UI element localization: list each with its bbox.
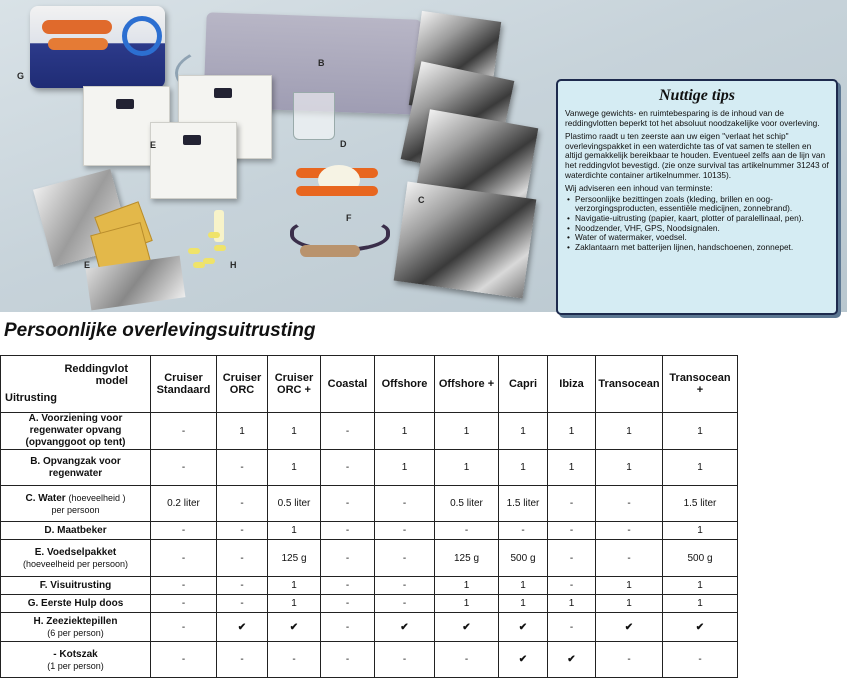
table-cell: - [151, 577, 217, 595]
row-label-note: (hoeveelheid ) [68, 493, 126, 503]
water-pouch [394, 181, 537, 298]
row-label [1, 450, 151, 486]
table-cell: 1 [268, 413, 321, 450]
column-header: Coastal [321, 356, 375, 413]
table-cell: 1 [499, 595, 548, 613]
check-icon: ✔ [217, 613, 268, 642]
seasickness-pill [214, 245, 226, 251]
corner-top-label: Reddingvlot model [64, 363, 128, 387]
table-cell: 1 [663, 522, 738, 540]
table-cell: 1.5 liter [663, 486, 738, 522]
food-box [150, 122, 237, 199]
table-cell: 1 [499, 577, 548, 595]
photo-label-b: B [318, 58, 325, 68]
table-row [1, 595, 738, 613]
measuring-beaker [293, 92, 335, 140]
section-title: Persoonlijke overlevingsuitrusting [4, 320, 316, 341]
table-cell: 1 [375, 413, 435, 450]
table-cell: 1 [435, 595, 499, 613]
table-cell: - [217, 522, 268, 540]
photo-label-d: D [340, 139, 347, 149]
tips-paragraph: Wij adviseren een inhoud van terminste: [565, 183, 713, 194]
tips-list-item: • Persoonlijke bezittingen zoals (kleding, brillen en oog-verzorgingsproducten, essentiële medicijnen, zonnebrand). [575, 195, 829, 214]
table-cell: 1 [435, 577, 499, 595]
table-cell: - [151, 642, 217, 678]
table-cell: - [548, 613, 596, 642]
photo-label-e: E [150, 140, 157, 150]
table-cell: - [435, 522, 499, 540]
scissors-icon [122, 16, 162, 56]
table-cell: 1 [268, 522, 321, 540]
plastimo-logo [183, 135, 201, 145]
column-header: Offshore [375, 356, 435, 413]
table-cell: 1 [663, 595, 738, 613]
table-cell: - [375, 486, 435, 522]
table-cell: 1 [268, 577, 321, 595]
row-label [1, 642, 151, 678]
tips-list-item: • Navigatie-uitrusting (papier, kaart, plotter of paralellinaal, pen). [575, 214, 829, 224]
row-label-text: B. Opvangzak voor regenwater [30, 455, 121, 479]
table-cell: 1.5 liter [499, 486, 548, 522]
column-header: Cruiser Standaard [151, 356, 217, 413]
column-header: Transocean [596, 356, 663, 413]
tips-list [565, 195, 829, 253]
tips-title: Nuttige tips [658, 87, 735, 104]
table-cell: 125 g [435, 540, 499, 577]
check-icon: ✔ [375, 613, 435, 642]
check-icon: ✔ [435, 613, 499, 642]
table-cell: - [151, 613, 217, 642]
check-icon: ✔ [596, 613, 663, 642]
table-cell: - [321, 522, 375, 540]
table-cell: 125 g [268, 540, 321, 577]
table-cell: - [596, 486, 663, 522]
table-cell: 1 [499, 450, 548, 486]
seasickness-pill [193, 262, 205, 268]
table-cell: 1 [499, 413, 548, 450]
table-row [1, 540, 738, 577]
row-label-note: (6 per person) [47, 628, 104, 638]
table-cell: 1 [663, 450, 738, 486]
table-cell: - [548, 577, 596, 595]
tips-box [556, 79, 838, 315]
seasickness-pill [188, 248, 200, 254]
row-label-note: (hoeveelheid per persoon) [22, 559, 129, 569]
row-label [1, 613, 151, 642]
table-cell: - [375, 540, 435, 577]
row-label-note: per persoon [51, 505, 100, 515]
table-row [1, 450, 738, 486]
first-aid-bag [30, 6, 165, 88]
table-corner-header [1, 356, 151, 413]
check-icon: ✔ [663, 613, 738, 642]
table-row [1, 642, 738, 678]
table-cell: - [217, 642, 268, 678]
table-cell: - [321, 642, 375, 678]
table-cell: - [321, 595, 375, 613]
row-label-text: F. Visuitrusting [39, 579, 112, 591]
check-icon: ✔ [548, 642, 596, 678]
column-header: Cruiser ORC [217, 356, 268, 413]
table-row [1, 413, 738, 450]
table-cell: - [663, 642, 738, 678]
row-label-text: - Kotszak [53, 648, 98, 660]
row-label-text: E. Voedselpakket [34, 547, 117, 558]
table-header-row [1, 356, 738, 413]
table-cell: 1 [435, 450, 499, 486]
table-cell: - [596, 522, 663, 540]
corner-bottom-label: Uitrusting [5, 392, 57, 404]
photo-label-e: E [84, 260, 91, 270]
row-label [1, 522, 151, 540]
table-cell: 1 [268, 595, 321, 613]
bandage [42, 20, 112, 34]
table-row [1, 613, 738, 642]
table-cell: - [321, 577, 375, 595]
table-cell: 1 [268, 450, 321, 486]
table-row [1, 486, 738, 522]
table-cell: - [217, 486, 268, 522]
table-cell: 1 [548, 595, 596, 613]
table-cell: - [268, 642, 321, 678]
table-cell: 1 [548, 450, 596, 486]
table-cell: 500 g [499, 540, 548, 577]
table-cell: - [321, 450, 375, 486]
table-row [1, 522, 738, 540]
table-cell: - [217, 577, 268, 595]
row-label-text: D. Maatbeker [44, 524, 107, 536]
row-label-text: H. Zeeziektepillen [33, 616, 118, 627]
table-cell: - [375, 522, 435, 540]
table-cell: - [548, 522, 596, 540]
tips-list-item: • Zaklantaarn met batterijen lijnen, handschoenen, zonnepet. [575, 243, 829, 253]
row-label [1, 486, 151, 522]
bandage [48, 38, 108, 50]
table-cell: - [548, 540, 596, 577]
table-cell: 1 [375, 450, 435, 486]
table-cell: 1 [663, 413, 738, 450]
check-icon: ✔ [499, 613, 548, 642]
table-cell: - [321, 486, 375, 522]
table-cell: - [151, 595, 217, 613]
row-label-text: G. Eerste Hulp doos [27, 597, 124, 609]
table-cell: 1 [596, 577, 663, 595]
check-icon: ✔ [499, 642, 548, 678]
tips-list-item: • Water of watermaker, voedsel. [575, 233, 829, 243]
table-cell: 1 [596, 413, 663, 450]
table-row [1, 577, 738, 595]
table-cell: - [217, 595, 268, 613]
tips-list-item: • Noodzender, VHF, GPS, Noodsignalen. [575, 224, 829, 234]
row-label [1, 413, 151, 450]
table-cell: - [151, 522, 217, 540]
column-header: Capri [499, 356, 548, 413]
column-header: Transocean + [663, 356, 738, 413]
table-cell: 0.5 liter [268, 486, 321, 522]
fishing-reel [296, 186, 378, 196]
table-cell: - [151, 450, 217, 486]
table-cell: 1 [435, 413, 499, 450]
table-cell: - [151, 540, 217, 577]
table-cell: - [375, 642, 435, 678]
table-cell: 0.5 liter [435, 486, 499, 522]
column-header: Ibiza [548, 356, 596, 413]
plastimo-logo [116, 99, 134, 109]
row-label-text: A. Voorziening voor regenwater opvang (opvanggoot op tent) [25, 413, 126, 448]
photo-label-h: H [230, 260, 237, 270]
table-cell: - [596, 642, 663, 678]
table-cell: - [596, 540, 663, 577]
photo-label-f: F [346, 213, 352, 223]
seasickness-pill [208, 232, 220, 238]
table-cell: - [321, 413, 375, 450]
row-label-note: (1 per person) [47, 660, 104, 671]
table-cell: 1 [596, 450, 663, 486]
row-label [1, 540, 151, 577]
plastimo-logo [214, 88, 232, 98]
table-cell: 1 [596, 595, 663, 613]
table-cell: 500 g [663, 540, 738, 577]
table-cell: - [321, 613, 375, 642]
table-cell: - [499, 522, 548, 540]
row-label [1, 595, 151, 613]
table-cell: - [217, 540, 268, 577]
row-label-text: C. Water [25, 493, 66, 504]
check-icon: ✔ [268, 613, 321, 642]
equipment-table [0, 355, 738, 678]
table-cell: - [435, 642, 499, 678]
table-cell: - [151, 413, 217, 450]
column-header: Offshore + [435, 356, 499, 413]
photo-label-c: C [418, 195, 425, 205]
table-cell: - [321, 540, 375, 577]
photo-label-g: G [17, 71, 25, 81]
table-cell: - [375, 595, 435, 613]
fishing-lure [300, 245, 360, 257]
table-cell: - [548, 486, 596, 522]
table-cell: - [375, 577, 435, 595]
row-label [1, 577, 151, 595]
column-header: Cruiser ORC + [268, 356, 321, 413]
table-cell: 1 [548, 413, 596, 450]
table-cell: 1 [217, 413, 268, 450]
table-cell: 0.2 liter [151, 486, 217, 522]
table-cell: 1 [663, 577, 738, 595]
tips-paragraph: Plastimo raadt u ten zeerste aan uw eigen "verlaat het schip" overlevingspakket in een waterdichte tas of vat samen te stellen en altijd gemakkelijk bereikbaar te houden. Eventueel zelfs aan de lijn van het reddingvlot bevestigd. (zie onze survival tas artikelnummer 31243 of waterdichte container artikelnummer. 10135). [565, 131, 829, 180]
tips-paragraph: Vanwege gewichts- en ruimtebesparing is de inhoud van de reddingvlotten beperkt tot het absoluut noodzakelijke voor overleving. [565, 108, 820, 128]
table-cell: - [217, 450, 268, 486]
